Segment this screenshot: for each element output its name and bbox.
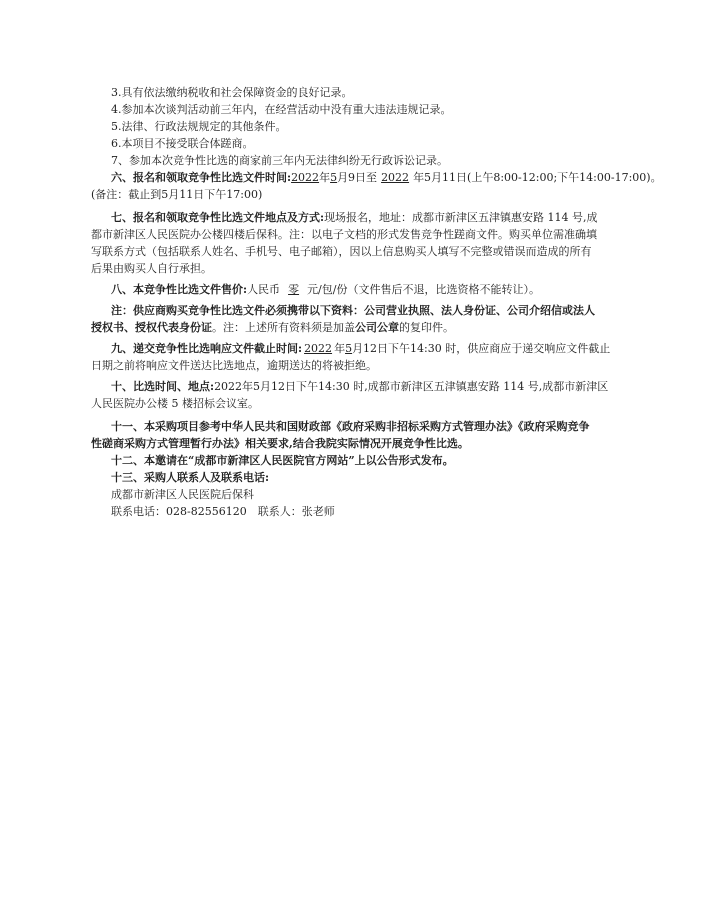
section-7-line1 [111, 209, 671, 226]
section-11-line2: 性磋商采购方式管理暂行办法》相关要求,结合我院实际情况开展竞争性比选。 [91, 437, 469, 450]
requirement-item-3: 3.具有依法缴纳税收和社会保障资金的良好记录。 [111, 86, 353, 99]
section-13-org: 成都市新津区人民医院后保科 [111, 488, 254, 501]
section-6-heading: 六、报名和领取竞争性比选文件时间: [111, 171, 292, 184]
section-7-line4: 后果由购买人自行承担。 [91, 262, 212, 275]
section-9-tail: 月12日下午14:30 时，供应商应于递交响应文件截止 [352, 342, 611, 355]
section-6-mid1: 年 [319, 171, 331, 184]
document-body [91, 84, 671, 520]
section-7-body1: 现场报名，地址：成都市新津区五津镇惠安路 114 号,成 [324, 211, 598, 224]
note-tail: 的复印件。 [399, 321, 454, 334]
section-9-line1 [111, 340, 671, 357]
section-9-year: 2022 [304, 342, 333, 355]
section-6-note: (备注：截止到5月11日下午17:00) [91, 188, 263, 201]
requirement-item-4: 4.参加本次谈判活动前三年内，在经营活动中没有重大违法违规记录。 [111, 103, 452, 116]
section-10-heading: 十、比选时间、地点: [111, 380, 215, 393]
section-7-line3: 写联系方式（包括联系人姓名、手机号、电子邮箱），因以上信息购买人填写不完整或错误而造成的所有 [91, 245, 592, 258]
requirement-item-6: 6.本项目不接受联合体蹉商。 [111, 137, 254, 150]
section-10-line2: 人民医院办公楼 5 楼招标会议室。 [91, 397, 259, 410]
section-9-month: 5 [345, 342, 353, 355]
section-10-line1 [111, 378, 671, 395]
requirement-item-5: 5.法律、行政法规规定的其他条件。 [111, 120, 287, 133]
section-11-line1: 十一、本采购项目参考中华人民共和国财政部《政府采购非招标采购方式管理办法》《政府采购竞争 [111, 420, 590, 433]
section-6-day1: 月9日至 [337, 171, 378, 184]
section-8-post: 元/包/份（文件售后不退，比选资格不能转让）。 [307, 283, 540, 296]
section-7-heading: 七、报名和领取竞争性比选文件地点及方式: [111, 211, 325, 224]
requirement-item-7: 7、参加本次竞争性比选的商家前三年内无法律纠纷无行政诉讼记录。 [111, 154, 448, 167]
section-9-line2: 日期之前将响应文件送达比选地点，逾期送达的将被拒绝。 [91, 359, 377, 372]
section-9-mid: 年 [334, 342, 346, 355]
section-6-line [111, 169, 671, 186]
section-6-year1: 2022 [291, 171, 320, 184]
note-bold1: 授权书、授权代表身份证 [91, 321, 212, 334]
section-10-body1: 2022年5月12日下午14:30 时,成都市新津区五津镇惠安路 114 号,成都市新津区 [214, 380, 609, 393]
note-bold2: 公司公章 [355, 321, 399, 334]
section-6-tail: 年5月11日(上午8:00-12:00;下午14:00-17:00)。 [413, 171, 662, 184]
note-mid: 。注：上述所有资料须是加盖 [212, 321, 355, 334]
note-line2 [91, 319, 671, 336]
section-9-heading: 九、递交竞争性比选响应文件截止时间: [111, 342, 303, 355]
section-8-heading: 八、本竞争性比选文件售价: [111, 283, 248, 296]
section-6-month1: 5 [330, 171, 338, 184]
section-13-phone: 联系电话：028-82556120 联系人：张老师 [111, 505, 335, 518]
section-8-line [111, 281, 671, 298]
section-13-heading: 十三、采购人联系人及联系电话: [111, 471, 270, 484]
note-heading: 注：供应商购买竞争性比选文件必须携带以下资料：公司营业执照、法人身份证、公司介绍信或法人 [111, 304, 595, 317]
section-12-line: 十二、本邀请在“成都市新津区人民医院官方网站”上以公告形式发布。 [111, 454, 454, 467]
section-8-amount: 零 [288, 283, 300, 296]
section-7-line2: 都市新津区人民医院办公楼四楼后保科。注：以电子文档的形式发售竞争性蹉商文件。购买单位需准确填 [91, 228, 597, 241]
section-8-pre: 人民币 [247, 283, 281, 296]
section-6-year2: 2022 [381, 171, 410, 184]
